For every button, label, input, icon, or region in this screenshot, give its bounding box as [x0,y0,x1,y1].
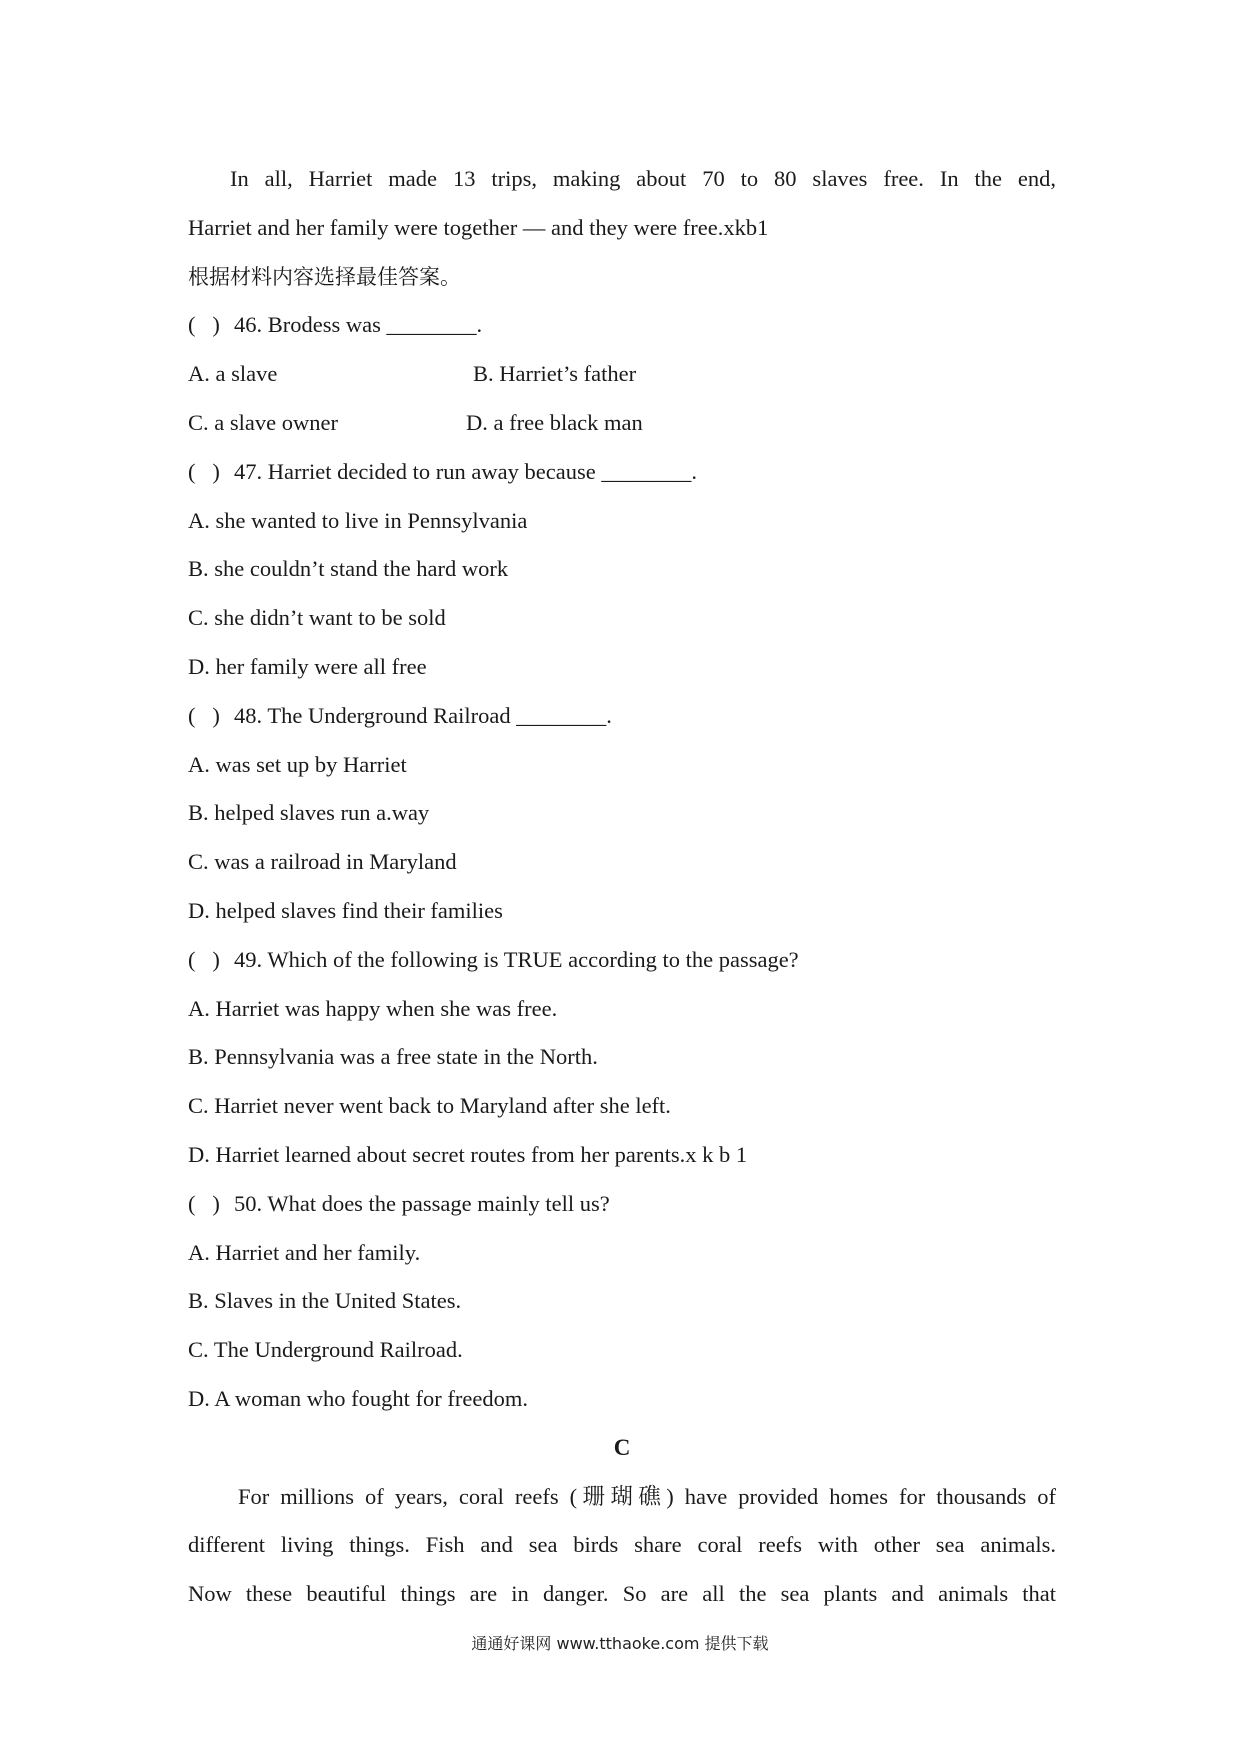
option-50-c: C. The Underground Railroad. [188,1337,463,1363]
option-50-a: A. Harriet and her family. [188,1239,421,1265]
question-47-stem: 47. Harriet decided to run away because ________. [234,458,697,484]
question-49-stem: 49. Which of the following is TRUE according to the passage? [234,946,799,972]
option-48-b: B. helped slaves run a.way [188,800,430,826]
option-46-b: B. Harriet’s father [473,361,637,387]
page-content [188,155,1056,1619]
answer-blank-50: ( ) [188,1190,220,1216]
passage-b-paragraph-line-2: Harriet and her family were together — and they were free.xkb1 [188,214,769,240]
question-46-options-ab [188,350,1056,399]
answer-blank-48: ( ) [188,702,220,728]
question-47 [188,448,1056,497]
option-47-b: B. she couldn’t stand the hard work [188,556,509,582]
page-footer: 通通好课网 www.tthaoke.com 提供下载 [471,1634,769,1653]
option-50-d: D. A woman who fought for freedom. [188,1385,528,1411]
option-47-c: C. she didn’t want to be sold [188,605,446,631]
option-48-a: A. was set up by Harriet [188,751,407,777]
answer-blank-46: ( ) [188,312,220,338]
instruction-text: 根据材料内容选择最佳答案。 [188,264,461,289]
option-46-c: C. a slave owner [188,409,338,435]
question-46-stem: 46. Brodess was ________. [234,312,483,338]
answer-blank-49: ( ) [188,946,220,972]
question-48 [188,692,1056,741]
passage-b-paragraph-line-1: In all, Harriet made 13 trips, making about 70 to 80 slaves free. In the end, [230,166,1056,191]
option-49-d: D. Harriet learned about secret routes from her parents.x k b 1 [188,1141,748,1167]
option-46-a: A. a slave [188,361,278,387]
section-c-line-3: Now these beautiful things are in danger. So are all the sea plants and animals that [188,1581,1056,1607]
option-49-a: A. Harriet was happy when she was free. [188,995,558,1021]
option-50-b: B. Slaves in the United States. [188,1288,462,1314]
option-48-c: C. was a railroad in Maryland [188,849,457,875]
question-50-stem: 50. What does the passage mainly tell us? [234,1190,610,1216]
question-46 [188,301,1056,350]
answer-blank-47: ( ) [188,458,220,484]
section-c-line-2: different living things. Fish and sea birds share coral reefs with other sea animals. [188,1532,1056,1558]
section-c-heading: C [613,1434,631,1460]
question-46-options-cd [188,399,1056,448]
option-46-d: D. a free black man [466,409,643,435]
option-49-c: C. Harriet never went back to Maryland after she left. [188,1093,671,1119]
section-c-line-1: For millions of years, coral reefs (珊瑚礁) have provided homes for thousands of [238,1483,1056,1509]
option-48-d: D. helped slaves find their families [188,897,503,923]
option-47-d: D. her family were all free [188,653,427,679]
option-49-b: B. Pennsylvania was a free state in the North. [188,1044,598,1070]
question-49 [188,936,1056,985]
option-47-a: A. she wanted to live in Pennsylvania [188,507,528,533]
question-48-stem: 48. The Underground Railroad ________. [234,702,612,728]
question-50 [188,1180,1056,1229]
